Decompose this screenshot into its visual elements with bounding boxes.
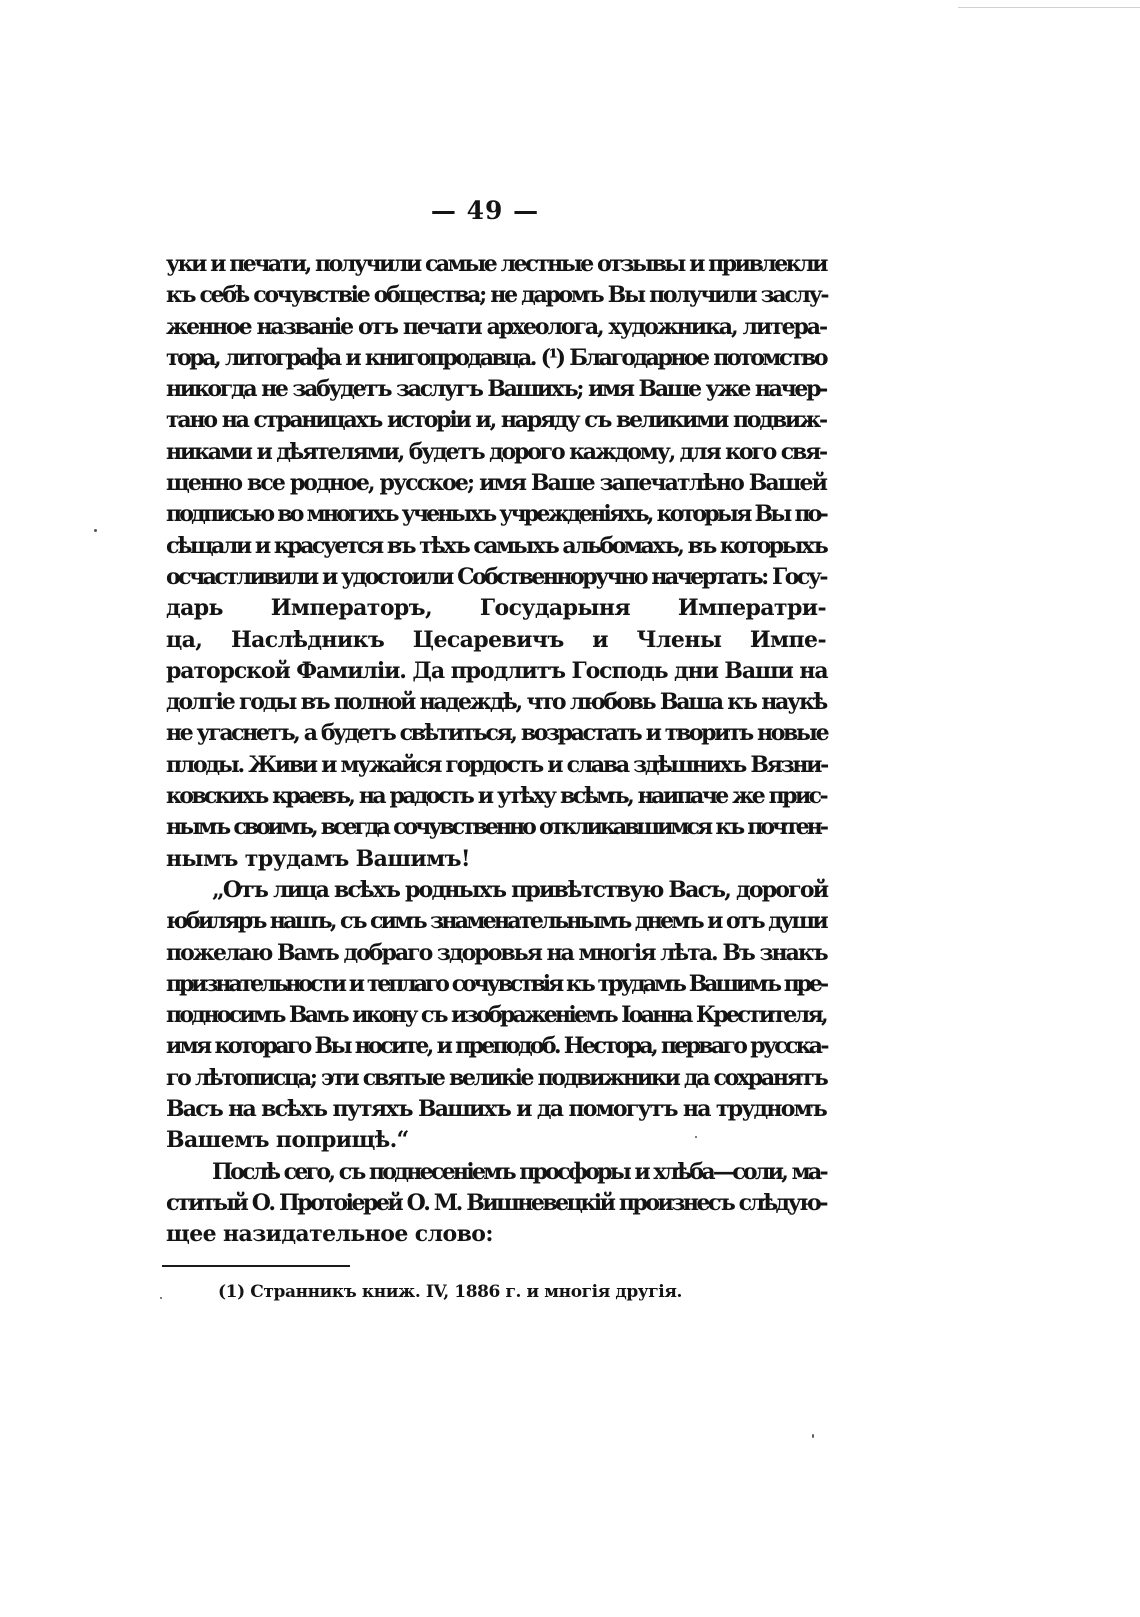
text-line: Вашемъ поприщѣ.“ xyxy=(166,1127,409,1154)
text-line: ститый О. Протоіерей О. М. Вишневецкій произнесъ слѣдую- xyxy=(166,1189,826,1216)
text-line: юбиляръ нашъ, съ симъ знаменательнымъ днемъ и отъ души xyxy=(166,908,826,935)
text-line: женное названіе отъ печати археолога, художника, литера- xyxy=(166,313,826,340)
text-line: плоды. Живи и мужайся гордость и слава здѣшнихъ Вязни- xyxy=(166,751,827,778)
scan-speck xyxy=(160,1297,162,1299)
text-line: Послѣ сего, съ поднесеніемъ просфоры и хлѣба—соли, ма- xyxy=(212,1158,826,1185)
scan-speck xyxy=(94,529,97,532)
text-line: ца, Наслѣдникъ Цесаревичъ и Члены Импе- xyxy=(166,626,826,653)
text-line: сѣщали и красуется въ тѣхъ самыхъ альбомахъ, въ которыхъ xyxy=(166,532,827,559)
text-line: признательности и теплаго сочувствія къ трудамъ Вашимъ пре- xyxy=(166,970,826,997)
text-line: никами и дѣятелями, будетъ дорого каждому, для кого свя- xyxy=(166,438,826,465)
text-line: не угаснетъ, а будетъ свѣтиться, возрастать и творить новые xyxy=(166,720,828,747)
text-line: уки и печати, получили самые лестные отзывы и привлекли xyxy=(166,251,826,277)
text-line: подносимъ Вамъ икону съ изображеніемъ Іоанна Крестителя, xyxy=(166,1002,826,1029)
scan-speck xyxy=(695,1136,697,1138)
text-line: „Отъ лица всѣхъ родныхъ привѣтствую Васъ, дорогой xyxy=(212,876,828,903)
text-line: нымъ своимъ, всегда сочувственно откликавшимся къ почтен- xyxy=(166,814,826,841)
body-text xyxy=(166,249,826,1251)
text-line: ковскихъ краевъ, на радость и утѣху всѣмъ, наипаче же прис- xyxy=(166,783,826,810)
scan-speck xyxy=(812,1434,814,1438)
text-line: щее назидательное слово: xyxy=(166,1221,493,1248)
text-line: долгіе годы въ полной надеждѣ, что любовь Ваша къ наукѣ xyxy=(166,689,826,716)
text-line: тано на страницахъ исторіи и, наряду съ великими подвиж- xyxy=(166,407,826,434)
footnote-divider xyxy=(162,1265,350,1267)
text-line: щенно все родное, русское; имя Ваше запечатлѣно Вашей xyxy=(166,470,826,497)
text-line: го лѣтописца; эти святые великіе подвижники да сохранятъ xyxy=(166,1064,827,1091)
text-line: никогда не забудетъ заслугъ Вашихъ; имя Ваше уже начер- xyxy=(166,376,826,403)
text-line: осчастливили и удостоили Собственноручно начертать: Госу- xyxy=(166,563,826,590)
text-line: дарь Императоръ, Государыня Императри- xyxy=(166,595,826,622)
text-line: нымъ трудамъ Вашимъ! xyxy=(166,845,470,872)
footnote: (1) Странникъ книж. IV, 1886 г. и многія другія. xyxy=(218,1282,683,1302)
text-line: тора, литографа и книгопродавца. (¹) Благодарное потомство xyxy=(166,344,826,371)
text-line: къ себѣ сочувствіе общества; не даромъ Вы получили заслу- xyxy=(166,282,828,309)
text-line: пожелаю Вамъ добраго здоровья на многія лѣта. Въ знакъ xyxy=(166,939,827,966)
text-line: Васъ на всѣхъ путяхъ Вашихъ и да помогутъ на трудномъ xyxy=(166,1096,826,1123)
text-line: раторской Фамиліи. Да продлитъ Господь дни Ваши на xyxy=(166,657,828,684)
page-number: — 49 — xyxy=(430,196,540,225)
text-line: подписью во многихъ ученыхъ учрежденіяхъ, которыя Вы по- xyxy=(166,501,826,528)
text-line: имя котораго Вы носите, и преподоб. Нестора, перваго русска- xyxy=(166,1033,827,1060)
scan-edge-line xyxy=(958,7,1140,8)
